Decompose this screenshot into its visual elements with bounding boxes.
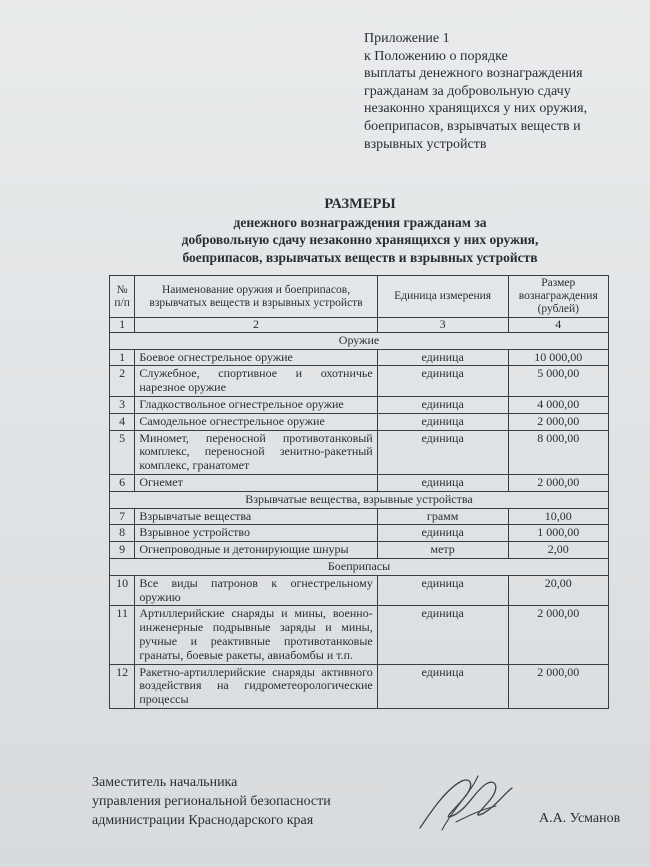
section-row xyxy=(110,491,609,508)
signatory-position xyxy=(92,773,331,830)
table-row xyxy=(110,430,609,474)
position-line: управления региональной безопасности xyxy=(92,794,331,809)
header-num: № п/п xyxy=(110,276,135,318)
cell-amount: 2 000,00 xyxy=(508,474,608,491)
cell-unit: единица xyxy=(377,349,508,366)
annex-line: Приложение 1 xyxy=(364,31,450,46)
cell-unit: единица xyxy=(377,606,508,664)
position-line: Заместитель начальника xyxy=(92,775,238,790)
table-row xyxy=(110,508,609,525)
annex-line: взрывных устройств xyxy=(364,136,487,152)
cell-name: Служебное, спортивное и охотничье нарезное оружие xyxy=(135,366,377,397)
table-row xyxy=(110,349,609,366)
index-cell: 1 xyxy=(110,318,135,333)
cell-amount: 5 000,00 xyxy=(508,366,608,397)
cell-num: 12 xyxy=(110,664,135,708)
cell-unit: единица xyxy=(377,575,508,606)
title-line: денежного вознаграждения гражданам за xyxy=(233,214,487,230)
table-row xyxy=(110,413,609,430)
table-row xyxy=(110,396,609,413)
annex-header xyxy=(364,30,634,153)
cell-amount: 1 000,00 xyxy=(508,525,608,542)
cell-unit: единица xyxy=(377,366,508,397)
cell-amount: 4 000,00 xyxy=(508,396,608,413)
cell-amount: 2 000,00 xyxy=(508,413,608,430)
cell-name: Взрывчатые вещества xyxy=(135,508,377,525)
cell-amount: 2,00 xyxy=(508,542,608,559)
cell-num: 5 xyxy=(110,430,135,474)
cell-num: 10 xyxy=(110,575,135,606)
index-cell: 4 xyxy=(508,318,608,333)
cell-num: 8 xyxy=(110,525,135,542)
cell-num: 9 xyxy=(110,542,135,559)
section-title: Взрывчатые вещества, взрывные устройства xyxy=(110,491,609,508)
cell-num: 4 xyxy=(110,413,135,430)
cell-unit: единица xyxy=(377,664,508,708)
table-row xyxy=(110,664,609,708)
cell-num: 11 xyxy=(110,606,135,664)
index-cell: 3 xyxy=(377,318,508,333)
header-unit: Единица измерения xyxy=(377,276,508,318)
cell-amount: 10 000,00 xyxy=(508,349,608,366)
cell-unit: единица xyxy=(377,430,508,474)
annex-line: к Положению о порядке xyxy=(364,48,508,64)
signatory-name: А.А. Усманов xyxy=(539,811,621,826)
cell-name: Все виды патронов к огнестрельному оружию xyxy=(135,575,377,606)
table-row xyxy=(110,542,609,559)
cell-name: Боевое огнестрельное оружие xyxy=(135,349,377,366)
table-row xyxy=(110,525,609,542)
cell-name: Гладкоствольное огнестрельное оружие xyxy=(135,396,377,413)
annex-line: гражданам за добровольную сдачу xyxy=(364,83,571,99)
header-name: Наименование оружия и боеприпасов, взрывчатых веществ и взрывных устройств xyxy=(135,276,377,318)
section-title: Оружие xyxy=(110,332,609,349)
table-body xyxy=(110,332,609,708)
table-row xyxy=(110,366,609,397)
annex-line: боеприпасов, взрывчатых веществ и xyxy=(364,118,581,134)
cell-unit: единица xyxy=(377,413,508,430)
cell-amount: 20,00 xyxy=(508,575,608,606)
handwritten-signature xyxy=(412,770,522,840)
table-row xyxy=(110,474,609,491)
rewards-table xyxy=(109,275,609,709)
cell-amount: 10,00 xyxy=(508,508,608,525)
cell-name: Ракетно-артиллерийские снаряды активного воздействия на гидрометеорологические процессы xyxy=(135,664,377,708)
cell-unit: грамм xyxy=(377,508,508,525)
section-row xyxy=(110,332,609,349)
cell-num: 6 xyxy=(110,474,135,491)
header-amount: Размер вознаграждения (рублей) xyxy=(508,276,608,318)
cell-name: Огнемет xyxy=(135,474,377,491)
section-title: Боеприпасы xyxy=(110,558,609,575)
cell-name: Взрывное устройство xyxy=(135,525,377,542)
cell-name: Миномет, переносной противотанковый комплекс, переносной зенитно-ракетный комплекс, гранатомет xyxy=(135,430,377,474)
cell-name: Артиллерийские снаряды и мины, военно-инженерные подрывные заряды и мины, ручные и реактивные противотанковые гранаты, боевые ракеты, авиабомбы и т.п. xyxy=(135,606,377,664)
position-line: администрации Краснодарского края xyxy=(92,813,314,828)
section-row xyxy=(110,558,609,575)
cell-num: 1 xyxy=(110,349,135,366)
cell-unit: единица xyxy=(377,525,508,542)
cell-num: 2 xyxy=(110,366,135,397)
annex-line: незаконно хранящихся у них оружия, xyxy=(364,101,588,117)
cell-amount: 8 000,00 xyxy=(508,430,608,474)
title-line: боеприпасов, взрывчатых веществ и взрывных устройств xyxy=(182,249,538,265)
cell-name: Самодельное огнестрельное оружие xyxy=(135,413,377,430)
table-row xyxy=(110,575,609,606)
cell-name: Огнепроводные и детонирующие шнуры xyxy=(135,542,377,559)
table-index-row xyxy=(110,318,609,333)
table-row xyxy=(110,606,609,664)
cell-unit: единица xyxy=(377,474,508,491)
document-title xyxy=(150,196,570,266)
table-header-row xyxy=(110,276,609,318)
annex-line: выплаты денежного вознаграждения xyxy=(364,66,583,82)
cell-unit: единица xyxy=(377,396,508,413)
cell-num: 7 xyxy=(110,508,135,525)
title-line: добровольную сдачу незаконно хранящихся у них оружия, xyxy=(181,232,539,247)
cell-amount: 2 000,00 xyxy=(508,606,608,664)
cell-num: 3 xyxy=(110,396,135,413)
title-heading: РАЗМЕРЫ xyxy=(324,196,396,212)
cell-unit: метр xyxy=(377,542,508,559)
index-cell: 2 xyxy=(135,318,377,333)
cell-amount: 2 000,00 xyxy=(508,664,608,708)
